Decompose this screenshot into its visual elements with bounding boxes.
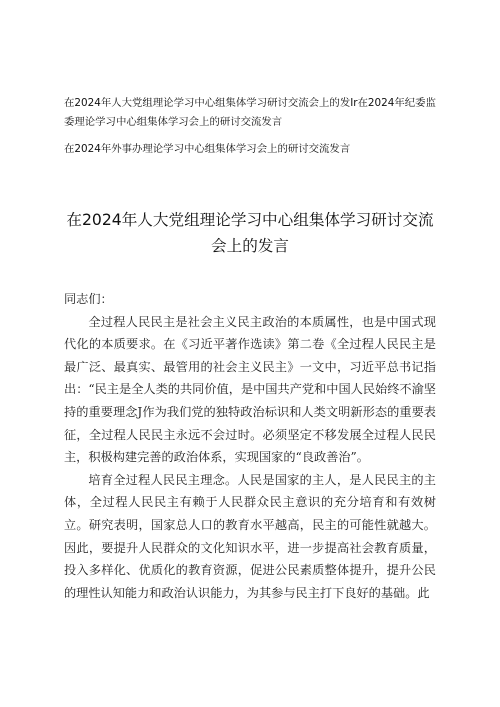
document-body xyxy=(64,288,436,604)
table-of-contents xyxy=(64,94,444,167)
paragraph: 培育全过程人民民主理念。人民是国家的主人，是人民民主的主体，全过程人民民主有赖于人民群众民主意识的充分培育和有效树立。研究表明，国家总人口的教育水平越高，民主的可能性就越大。因此，要提升人民群众的文化知识水平，进一步提高社会教育质量，投入多样化、优质化的教育资源，促进公民素质整体提升，提升公民的理性认知能力和政治认识能力，为其参与民主打下良好的基础。此 xyxy=(64,472,436,600)
toc-item[interactable]: 在2024年外事办理论学习中心组集体学习会上的研讨交流发言 xyxy=(64,143,351,155)
toc-item[interactable]: 在2024年人大党组理论学习中心组集体学习研讨交流会上的发Ir在2024年纪委监委理论学习中心组集体学习会上的研讨交流发言 xyxy=(64,97,436,128)
paragraph: 全过程人民民主是社会主义民主政治的本质属性，也是中国式现代化的本质要求。在《习近平著作选读》第二卷《全过程人民民主是最广泛、最真实、最管用的社会主义民主》一文中，习近平总书记指出：“民主是全人类的共同价值，是中国共产党和中国人民始终不渝坚持的重要理念J作为我们党的独特政治标识和人类文明新形态的重要表征，全过程人民民主永远不会过时。必须坚定不移发展全过程人民民主，积极构建完善的政治体系，实现国家的“良政善治”。 xyxy=(64,314,436,465)
document-title: 在2024年人大党组理论学习中心组集体学习研讨交流会上的发言 xyxy=(66,211,434,255)
salutation: 同志们： xyxy=(64,292,113,306)
